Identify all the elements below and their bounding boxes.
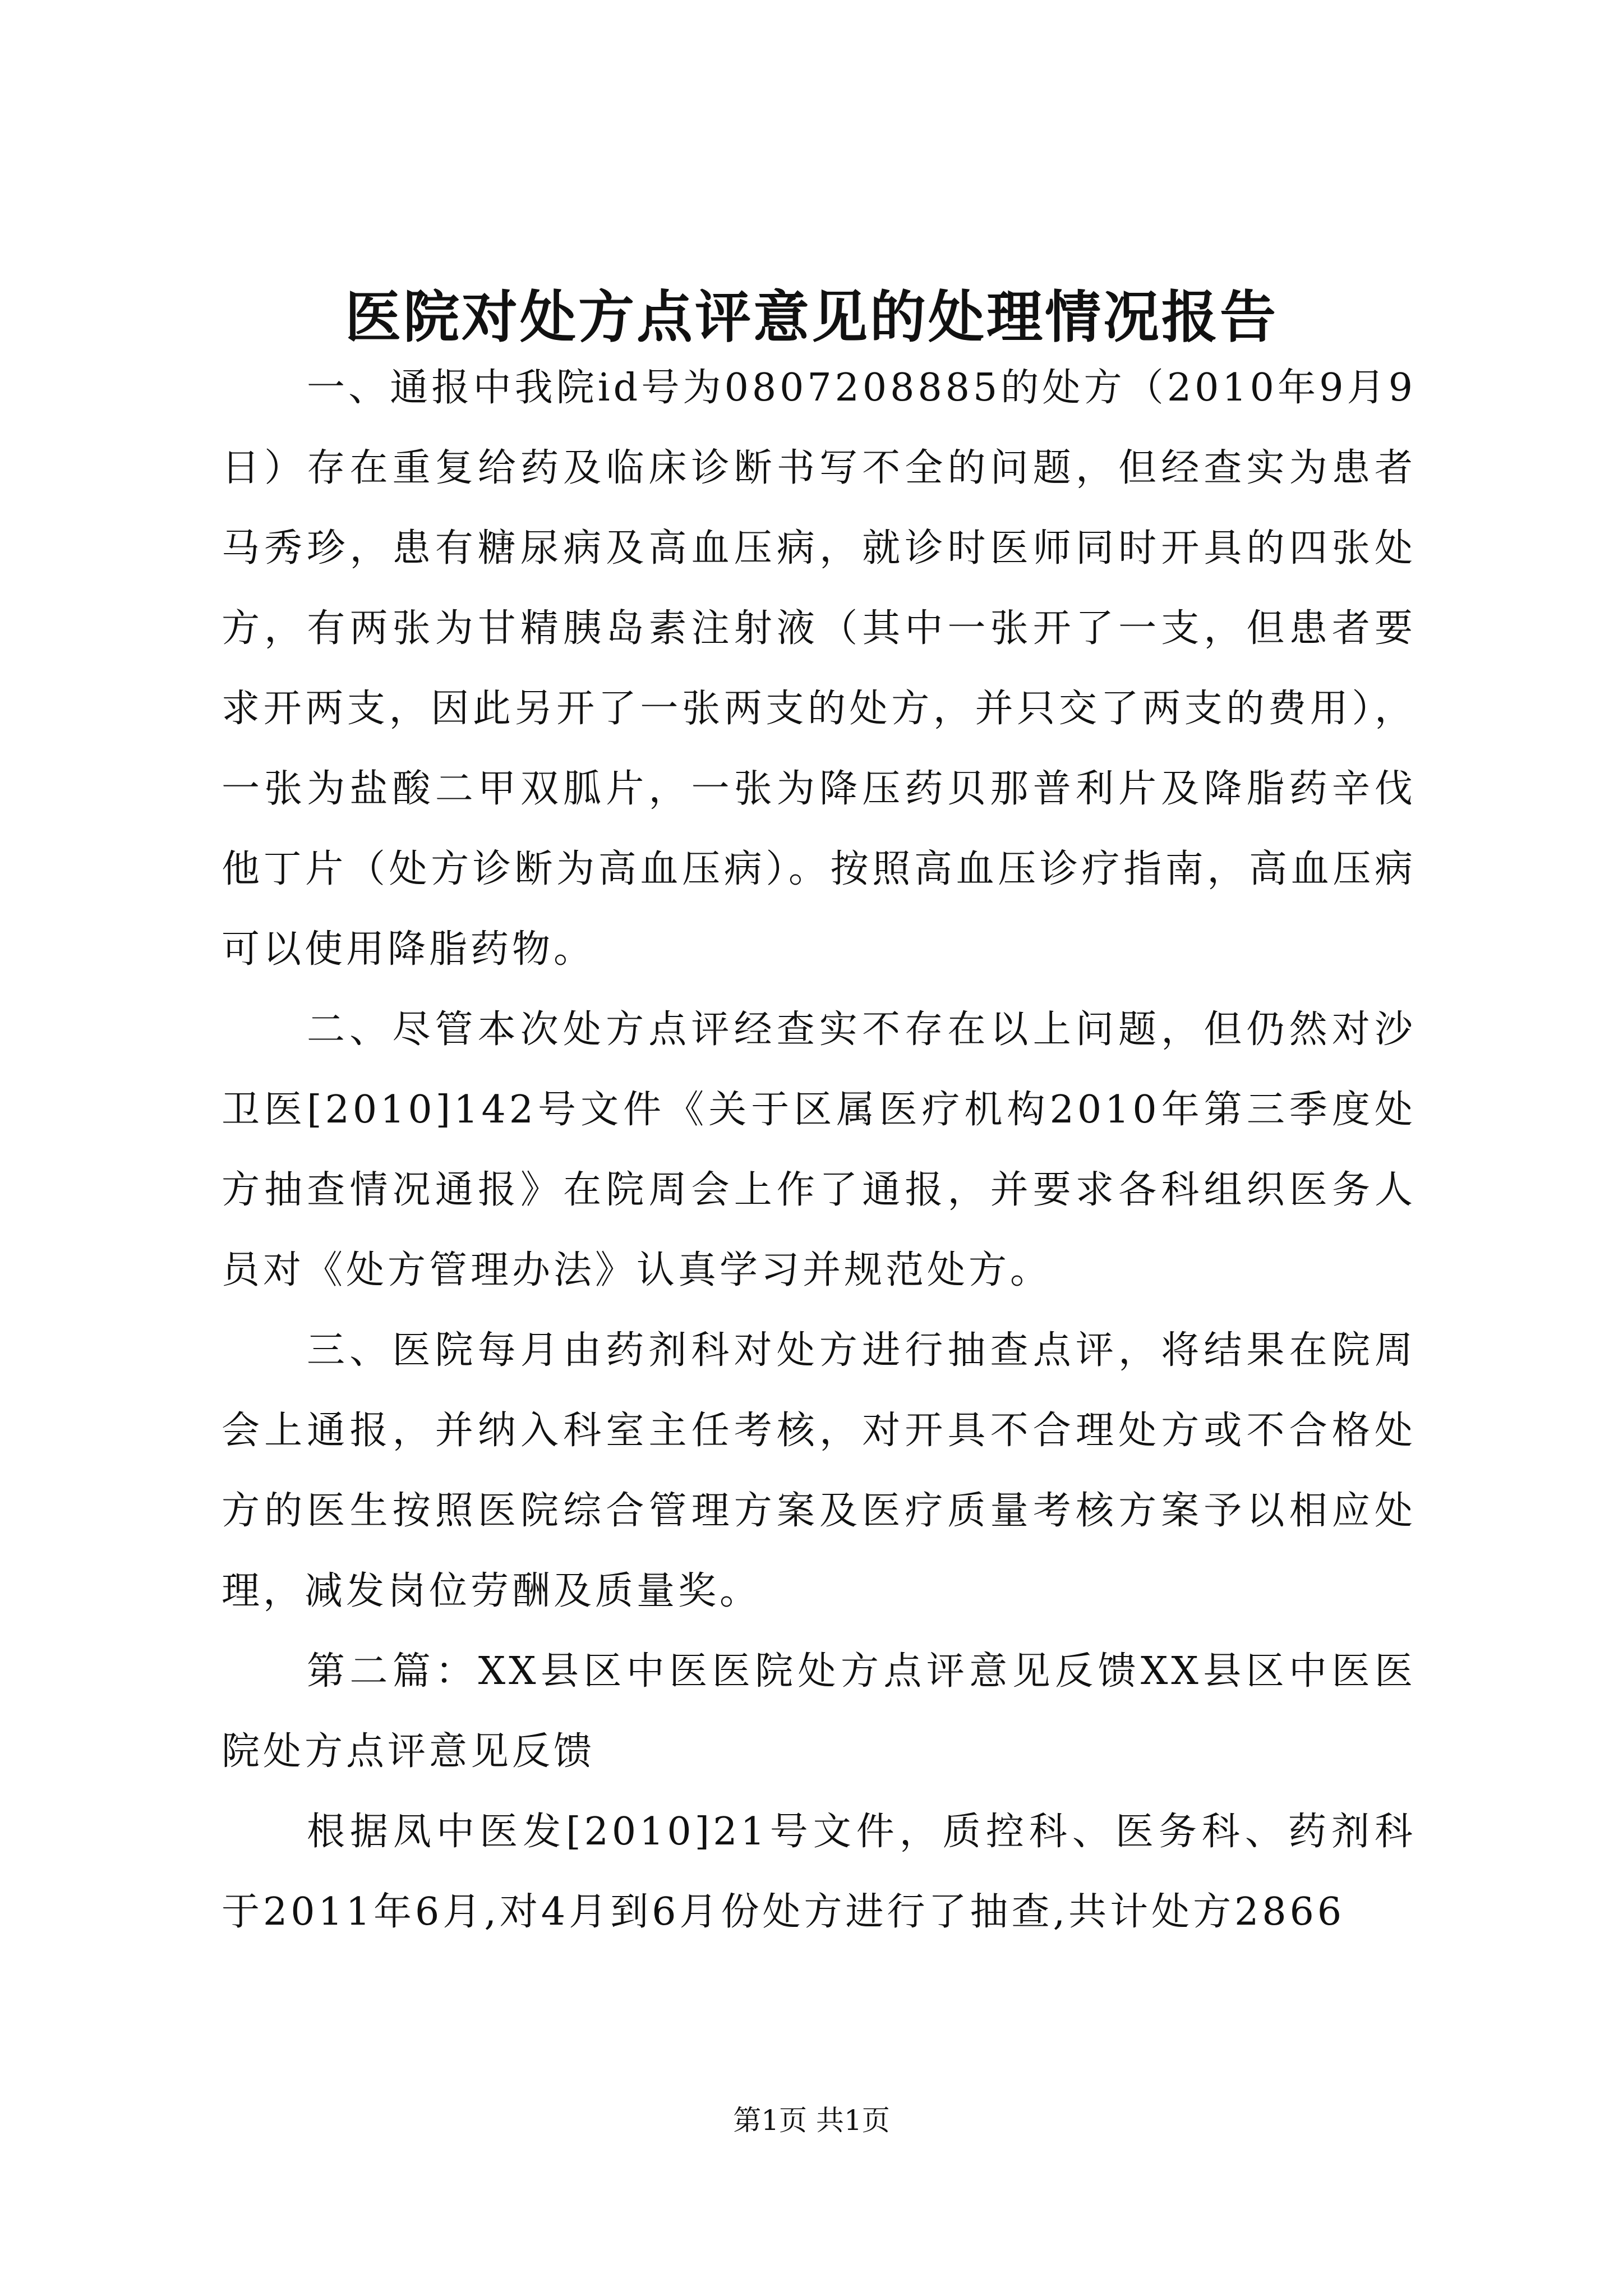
paragraph-3: 三、医院每月由药剂科对处方进行抽查点评，将结果在院周会上通报，并纳入科室主任考核，对开具不合理处方或不合格处方的医生按照医院综合管理方案及医疗质量考核方案予以相应处理，减发岗位劳酬及质量奖。 (222, 1328, 1416, 1613)
page-footer: 第1页 共1页 (733, 2104, 890, 2137)
paragraph-1: 一、通报中我院id号为0807208885的处方（2010年9月9日）存在重复给药及临床诊断书写不全的问题，但经查实为患者马秀珍，患有糖尿病及高血压病，就诊时医师同时开具的四张处方，有两张为甘精胰岛素注射液（其中一张开了一支，但患者要求开两支，因此另开了一张两支的处方，并只交了两支的费用），一张为盐酸二甲双胍片，一张为降压药贝那普利片及降脂药辛伐他丁片（处方诊断为高血压病）。按照高血压诊疗指南，高血压病可以使用降脂药物。 (222, 366, 1416, 972)
document-title: 医院对处方点评意见的处理情况报告 (345, 284, 1278, 350)
paragraph-2: 二、尽管本次处方点评经查实不存在以上问题，但仍然对沙卫医[2010]142号文件《关于区属医疗机构2010年第三季度处方抽查情况通报》在院周会上作了通报，并要求各科组织医务人员对《处方管理办法》认真学习并规范处方。 (222, 1007, 1416, 1292)
paragraph-4: 第二篇：XX县区中医医院处方点评意见反馈XX县区中医医院处方点评意见反馈 (222, 1649, 1416, 1774)
paragraph-5: 根据凤中医发[2010]21号文件，质控科、医务科、药剂科于2011年6月,对4月到6月份处方进行了抽查,共计处方2866 (222, 1810, 1416, 1934)
document-body (222, 348, 1416, 1952)
